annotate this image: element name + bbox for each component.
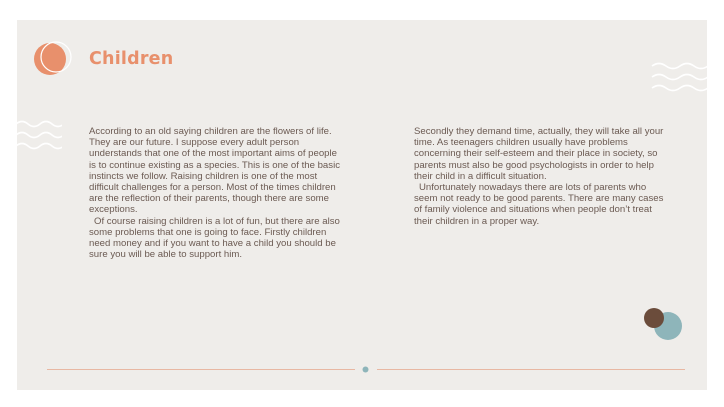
paragraph: Of course raising children is a lot of fun, but there are also some problems that one is going to face. Firstly children need money and if you want to have a child you should be sure you will be able to support him. — [89, 215, 340, 261]
paragraph: According to an old saying children are the flowers of life. They are our future. I suppose every adult person understands that one of the most important aims of people is to continue existing as a species. This is one of the basic instincts we follow. Raising children is one of the most difficult challenges for a person. Most of the times children are the reflection of their parents, though there are some exceptions. — [89, 126, 340, 216]
divider-dot-icon — [362, 366, 369, 373]
slide-title: Children — [89, 49, 174, 69]
text-column-right — [414, 126, 668, 227]
divider-right — [377, 369, 685, 370]
decorative-circles-icon — [640, 305, 688, 345]
wave-lines-icon — [650, 60, 710, 100]
wave-lines-left-icon — [14, 118, 62, 158]
text-column-left — [89, 126, 343, 260]
paragraph: Unfortunately nowadays there are lots of parents who seem not ready to be good parents. There are many cases of family violence and situations when people don’t treat their children in a proper way. — [414, 182, 664, 227]
divider-left — [47, 369, 355, 370]
paragraph: Secondly they demand time, actually, they will take all your time. As teenagers children usually have problems concerning their self-esteem and their place in society, so parents must also be good psychologists in order to help their child in a difficult situation. — [414, 126, 664, 182]
logo-circles-icon — [30, 38, 78, 80]
